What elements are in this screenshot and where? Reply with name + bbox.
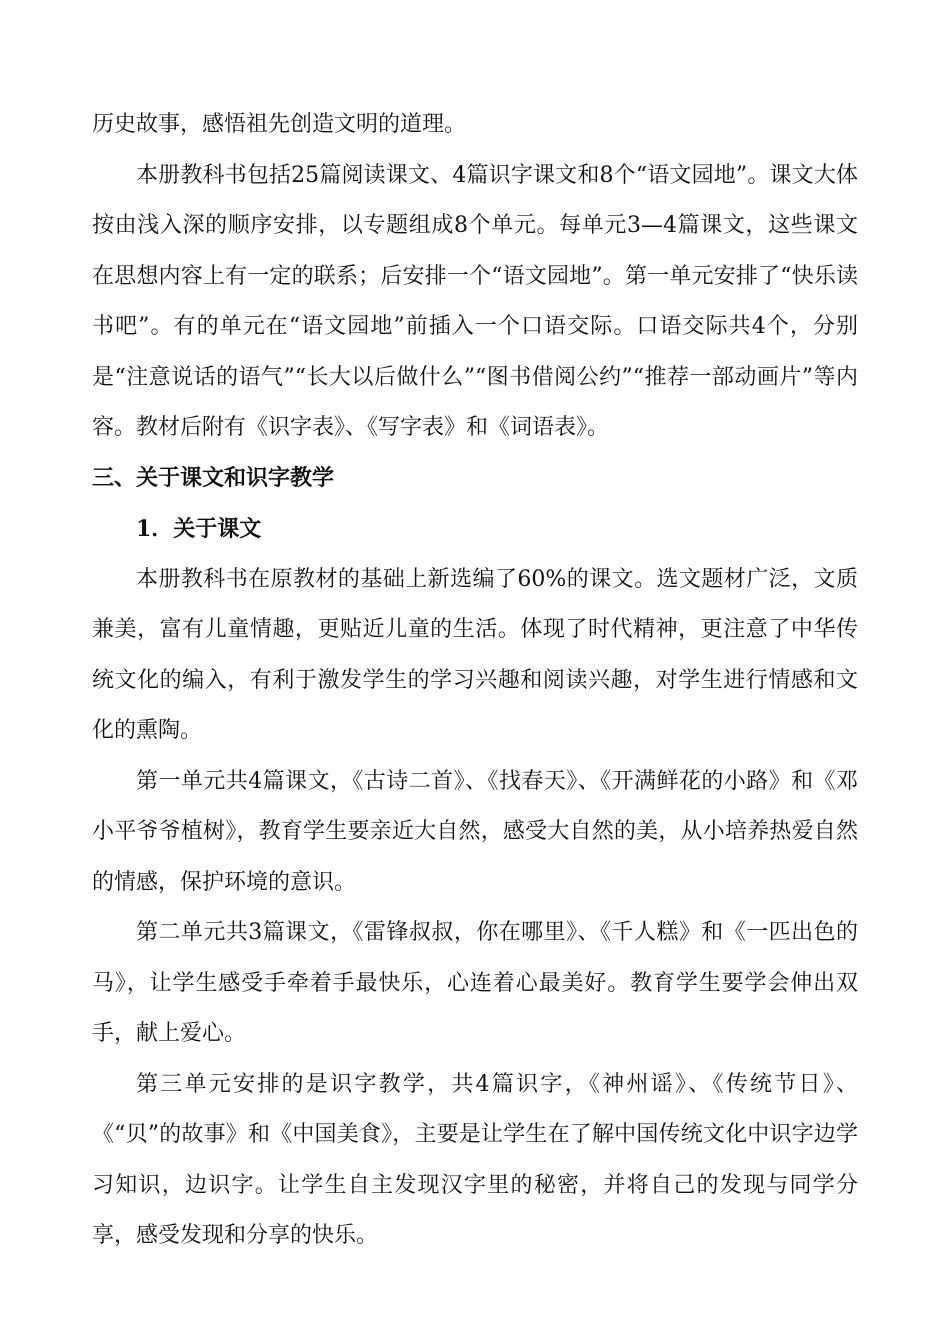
paragraph-unit-two: 第二单元共3篇课文，《雷锋叔叔，你在哪里》、《千人糕》和《一匹出色的马》，让学生感受手牵着手最快乐，心连着心最美好。教育学生要学会伸出双手，献上爱心。 [92,920,858,1046]
paragraph-unit-three: 第三单元安排的是识字教学，共4篇识字，《神州谣》、《传统节日》、《“贝”的故事》和《中国美食》，主要是让学生在了解中国传统文化中识字边学习知识，边识字。让学生自主发现汉字里的秘密，并将自己的发现与同学分享，感受发现和分享的快乐。 [92,1071,858,1248]
document-page [92,100,858,1262]
paragraph-continuation: 历史故事，感悟祖先创造文明的道理。 [92,112,467,137]
paragraph-about-texts: 本册教科书在原教材的基础上新选编了60%的课文。选文题材广泛，文质兼美，富有儿童情趣，更贴近儿童的生活。体现了时代精神，更注意了中华传统文化的编入，有利于激发学生的学习兴趣和阅读兴趣，对学生进行情感和文化的熏陶。 [92,566,858,743]
section-heading: 三、关于课文和识字教学 [92,465,335,491]
paragraph-textbook-overview: 本册教科书包括25篇阅读课文、4篇识字课文和8个“语文园地”。课文大体按由浅入深的顺序安排，以专题组成8个单元。每单元3—4篇课文，这些课文在思想内容上有一定的联系；后安排一个“语文园地”。第一单元安排了“快乐读书吧”。有的单元在“语文园地”前插入一个口语交际。口语交际共4个，分别是“注意说话的语气”“长大以后做什么”“图书借阅公约”“推荐一部动画片”等内容。教材后附有《识字表》、《写字表》和《词语表》。 [92,162,858,440]
paragraph-unit-one: 第一单元共4篇课文，《古诗二首》、《找春天》、《开满鲜花的小路》和《邓小平爷爷植树》，教育学生要亲近大自然，感受大自然的美，从小培养热爱自然的情感，保护环境的意识。 [92,768,858,895]
subsection-heading: 1．关于课文 [136,516,262,542]
